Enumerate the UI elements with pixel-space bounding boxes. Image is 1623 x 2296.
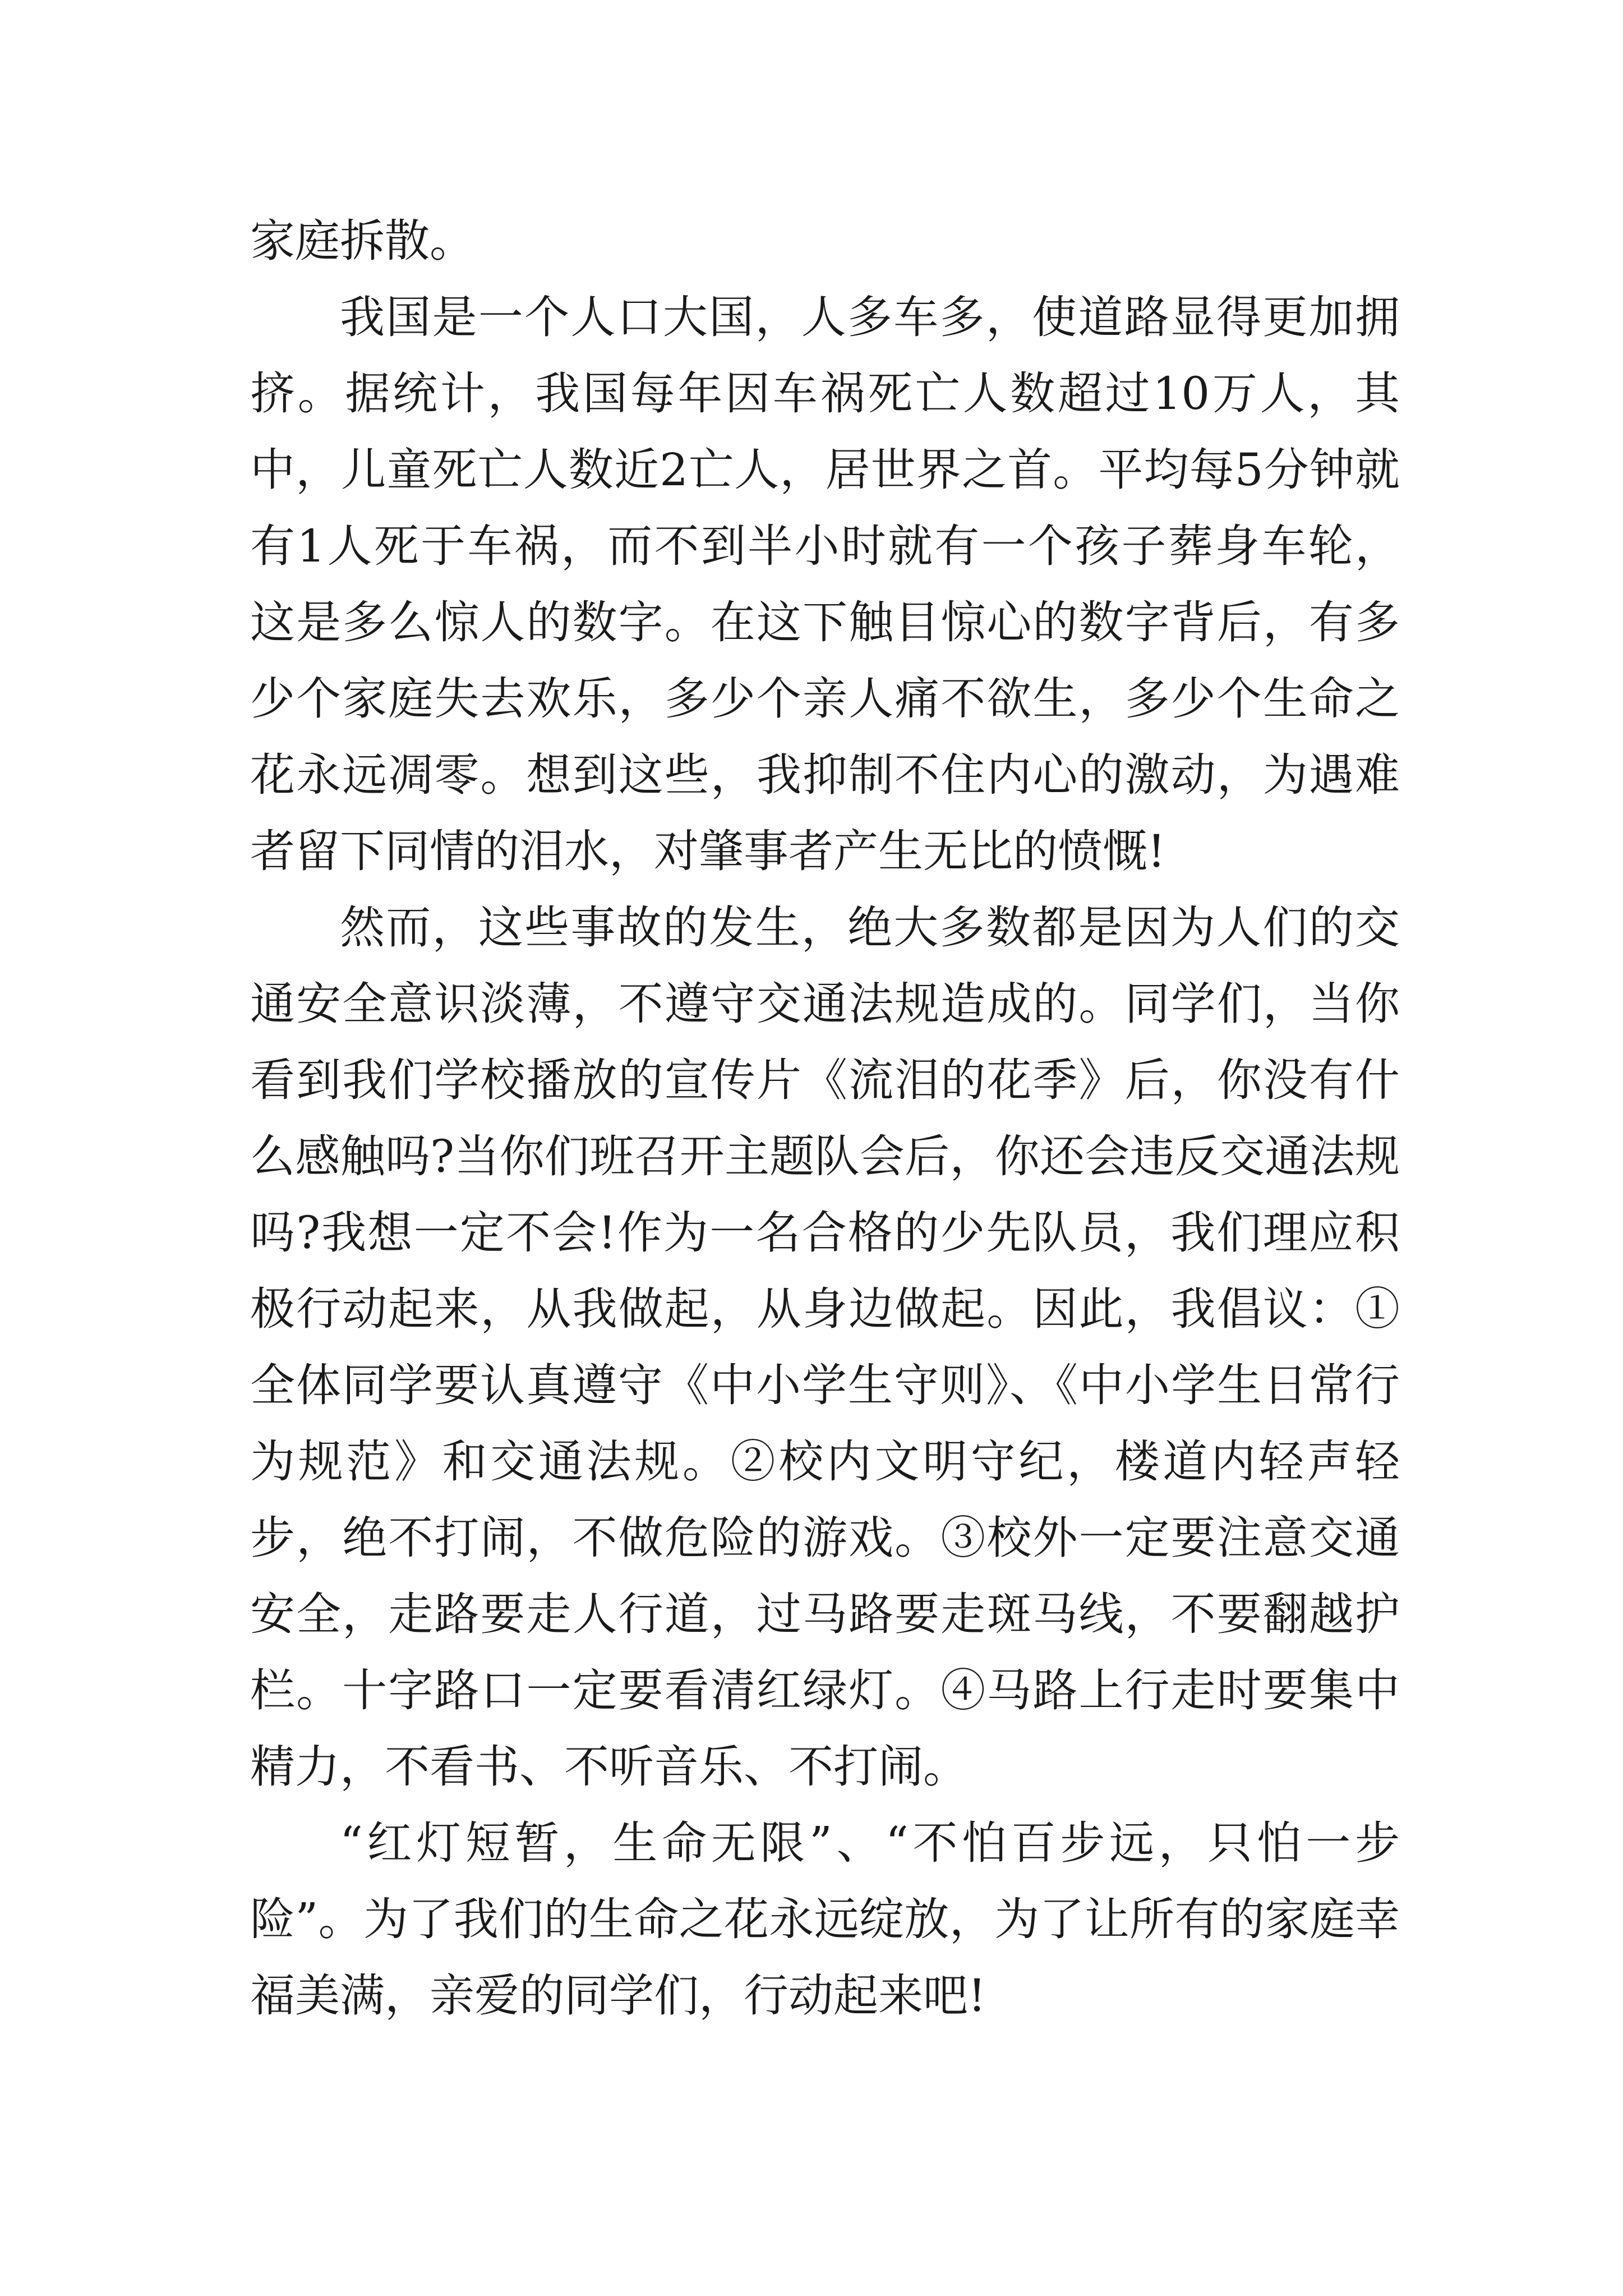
paragraph-proposal: 然而，这些事故的发生，绝大多数都是因为人们的交通安全意识淡薄，不遵守交通法规造成的。同学们，当你看到我们学校播放的宣传片《流泪的花季》后，你没有什么感触吗?当你们班召开主题队会后，你还会违反交通法规吗?我想一定不会!作为一名合格的少先队员，我们理应积极行动起来，从我做起，从身边做起。因此，我倡议：①全体同学要认真遵守《中小学生守则》、《中小学生日常行为规范》和交通法规。②校内文明守纪，楼道内轻声轻步，绝不打闹，不做危险的游戏。③校外一定要注意交通安全，走路要走人行道，过马路要走斑马线，不要翻越护栏。十字路口一定要看清红绿灯。④马路上行走时要集中精力，不看书、不听音乐、不打闹。 (250, 901, 1400, 1793)
paragraph-statistics: 我国是一个人口大国，人多车多，使道路显得更加拥挤。据统计，我国每年因车祸死亡人数超过10万人，其中，儿童死亡人数近2亡人，居世界之首。平均每5分钟就有1人死于车祸，而不到半小时就有一个孩子葬身车轮，这是多么惊人的数字。在这下触目惊心的数字背后，有多少个家庭失去欢乐，多少个亲人痛不欲生，多少个生命之花永远凋零。想到这些，我抑制不住内心的激动，为遇难者留下同情的泪水，对肇事者产生无比的愤慨! (250, 291, 1400, 877)
paragraph-continuation: 家庭拆散。 (250, 215, 474, 267)
document-body (250, 203, 1400, 2034)
paragraph-closing: “红灯短暂，生命无限”、“不怕百步远，只怕一步险”。为了我们的生命之花永远绽放，为了让所有的家庭幸福美满，亲爱的同学们，行动起来吧! (250, 1817, 1400, 2022)
